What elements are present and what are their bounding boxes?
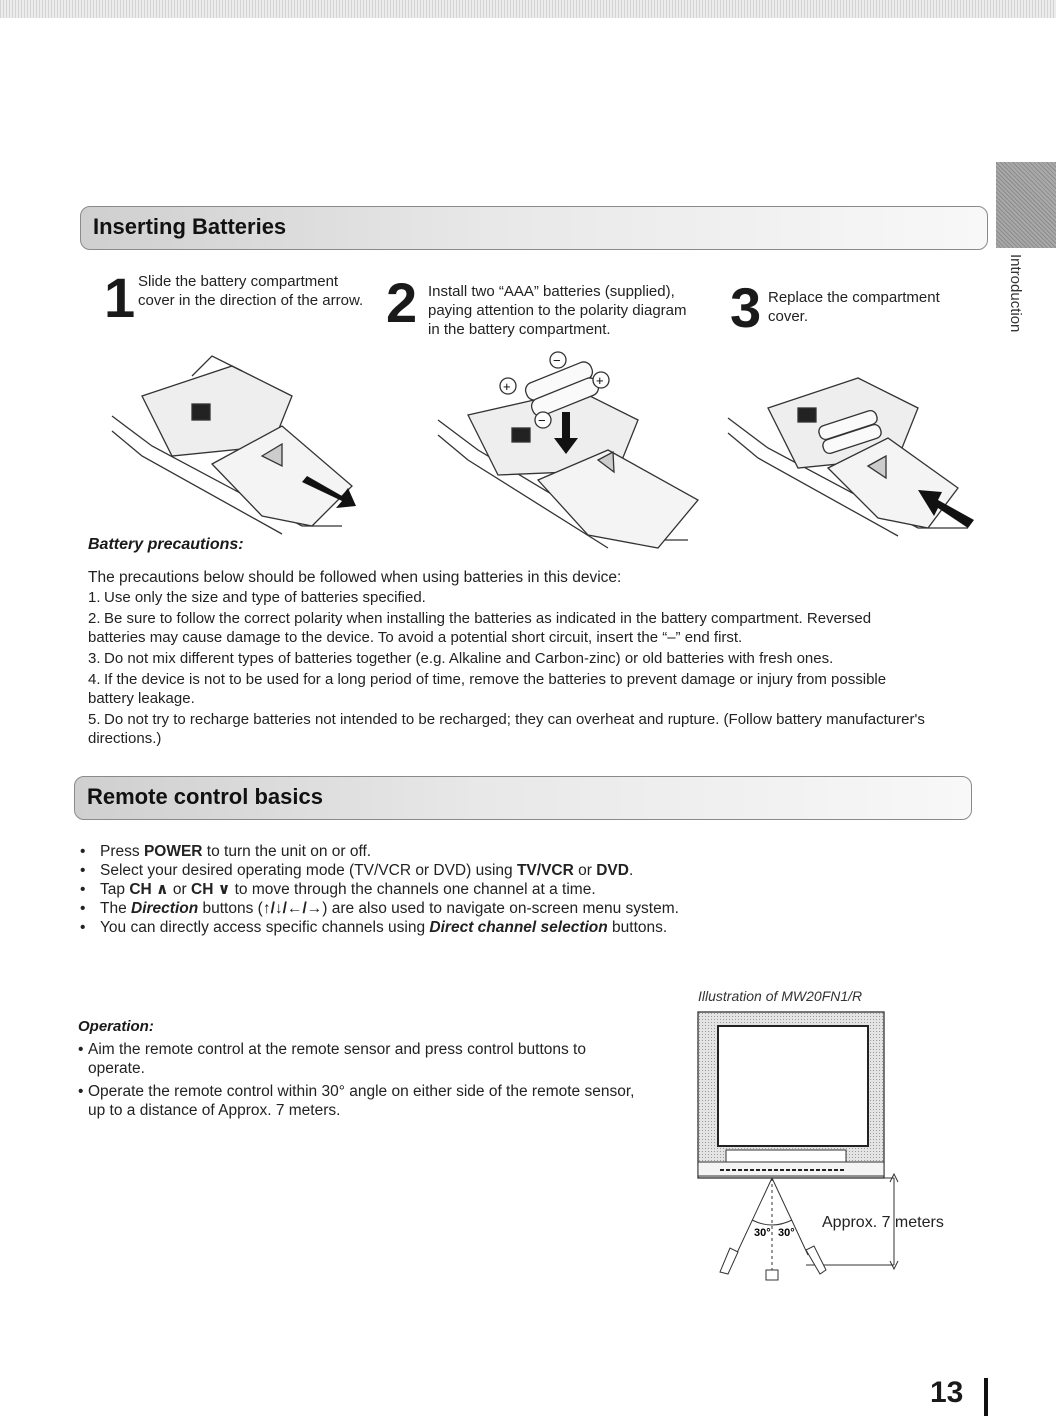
list-item bbox=[88, 588, 930, 607]
precaution-text: Be sure to follow the correct polarity when installing the batteries as indicated in the battery compartment. Reversed batteries may cause damage to the device. To avoid a potential short circuit, insert the “–” end first. bbox=[88, 610, 872, 646]
dvd-key-label: DVD bbox=[596, 862, 629, 879]
operation-list bbox=[78, 1040, 638, 1120]
direction-arrows-label: ↑/↓/←/→ bbox=[262, 900, 323, 917]
precaution-num: 4. bbox=[88, 671, 101, 688]
illustration-caption: Illustration of MW20FN1/R bbox=[698, 988, 863, 1004]
list-item: • Operate the remote control within 30° angle on either side of the remote sensor, up to a distance of Approx. 7 meters. bbox=[78, 1082, 638, 1120]
power-key-label: POWER bbox=[143, 843, 203, 860]
b2-mid: or bbox=[573, 862, 597, 879]
list-item: • Aim the remote control at the remote sensor and press control buttons to operate. bbox=[78, 1040, 638, 1078]
list-item: • The Direction buttons (↑/↓/←/→) are also used to navigate on-screen menu system. bbox=[80, 900, 679, 917]
page-number-rule bbox=[984, 1378, 988, 1416]
list-item: • Press POWER to turn the unit on or off. bbox=[80, 843, 372, 860]
angle-right-label: 30° bbox=[778, 1227, 795, 1239]
step-1-text: Slide the battery compartment cover in the direction of the arrow. bbox=[138, 273, 364, 309]
b3-mid: or bbox=[168, 881, 191, 898]
remote-illustration-step3 bbox=[728, 378, 978, 558]
battery-precautions-heading: Battery precautions: bbox=[88, 536, 244, 553]
precaution-num: 5. bbox=[88, 711, 101, 728]
tv-range-illustration bbox=[696, 1010, 956, 1280]
list-item bbox=[88, 649, 930, 668]
b3-pre: Tap bbox=[100, 881, 130, 898]
step-3-number: 3 bbox=[730, 276, 762, 339]
b2-pre: Select your desired operating mode (TV/VCR or DVD) using bbox=[100, 862, 517, 879]
precautions-intro: The precautions below should be followed when using batteries in this device: bbox=[88, 569, 622, 586]
b1-post: to turn the unit on or off. bbox=[202, 843, 372, 860]
precaution-text: Use only the size and type of batteries specified. bbox=[104, 589, 426, 606]
remote-illustration-step1 bbox=[112, 356, 362, 536]
polarity-plus-right: + bbox=[596, 373, 604, 388]
distance-label: Approx. 7 meters bbox=[822, 1214, 944, 1231]
tvvcr-key-label: TV/VCR bbox=[516, 862, 574, 879]
step-1-number: 1 bbox=[104, 266, 136, 329]
direction-key-label: Direction bbox=[131, 900, 199, 917]
list-item: • You can directly access specific channels using Direct channel selection buttons. bbox=[80, 919, 668, 936]
precautions-list bbox=[88, 588, 930, 750]
precaution-num: 2. bbox=[88, 610, 101, 627]
b3-post: to move through the channels one channel at a time. bbox=[230, 881, 596, 898]
b2-post: . bbox=[628, 862, 634, 879]
angle-left-label: 30° bbox=[754, 1227, 771, 1239]
remote-illustration-step2 bbox=[438, 350, 708, 550]
list-item: • Tap CH ∧ or CH ∨ to move through the channels one channel at a time. bbox=[80, 881, 596, 898]
precaution-text: If the device is not to be used for a long period of time, remove the batteries to prevent damage or injury from possible battery leakage. bbox=[88, 671, 887, 707]
b5-post: buttons. bbox=[607, 919, 668, 936]
precaution-text: Do not try to recharge batteries not intended to be recharged; they can overheat and rupture. (Follow battery manufacturer's directions.) bbox=[88, 711, 925, 747]
list-item bbox=[88, 609, 930, 647]
step-2-text: Install two “AAA” batteries (supplied), paying attention to the polarity diagram in the battery compartment. bbox=[428, 283, 687, 338]
step-3-text: Replace the compartment cover. bbox=[768, 289, 940, 325]
b5-pre: You can directly access specific channels using bbox=[100, 919, 430, 936]
page-number: 13 bbox=[930, 1376, 964, 1409]
remote-control-basics-banner bbox=[74, 776, 972, 820]
list-item bbox=[88, 710, 930, 748]
precaution-num: 1. bbox=[88, 589, 101, 606]
list-item: • Select your desired operating mode (TV/VCR or DVD) using TV/VCR or DVD. bbox=[80, 862, 634, 879]
b4-mid: buttons ( bbox=[198, 900, 263, 917]
ch-down-key-label: CH ∨ bbox=[191, 881, 231, 898]
list-item bbox=[88, 670, 930, 708]
polarity-minus-top: − bbox=[553, 353, 561, 368]
side-tab-label: Introduction bbox=[1007, 254, 1024, 333]
operation-text: Operate the remote control within 30° angle on either side of the remote sensor, up to a distance of Approx. 7 meters. bbox=[88, 1083, 635, 1119]
polarity-minus-bottom: − bbox=[538, 413, 546, 428]
remote-control-basics-title: Remote control basics bbox=[87, 784, 323, 809]
remote-basics-list bbox=[80, 842, 800, 937]
step-2-number: 2 bbox=[386, 271, 418, 334]
inserting-batteries-title: Inserting Batteries bbox=[93, 214, 287, 239]
operation-text: Aim the remote control at the remote sensor and press control buttons to operate. bbox=[88, 1041, 586, 1077]
b4-pre: The bbox=[100, 900, 132, 917]
direct-channel-key-label: Direct channel selection bbox=[429, 919, 608, 936]
operation-heading: Operation: bbox=[78, 1018, 154, 1035]
ch-up-key-label: CH ∧ bbox=[129, 881, 169, 898]
b1-pre: Press bbox=[100, 843, 144, 860]
polarity-plus-left: + bbox=[503, 379, 511, 394]
b4-post: ) are also used to navigate on-screen menu system. bbox=[322, 900, 679, 917]
precaution-num: 3. bbox=[88, 650, 101, 667]
top-decorative-band bbox=[0, 0, 1056, 18]
inserting-batteries-banner bbox=[80, 206, 988, 250]
section-side-tab bbox=[996, 162, 1056, 248]
precaution-text: Do not mix different types of batteries together (e.g. Alkaline and Carbon-zinc) or old batteries with fresh ones. bbox=[104, 650, 834, 667]
